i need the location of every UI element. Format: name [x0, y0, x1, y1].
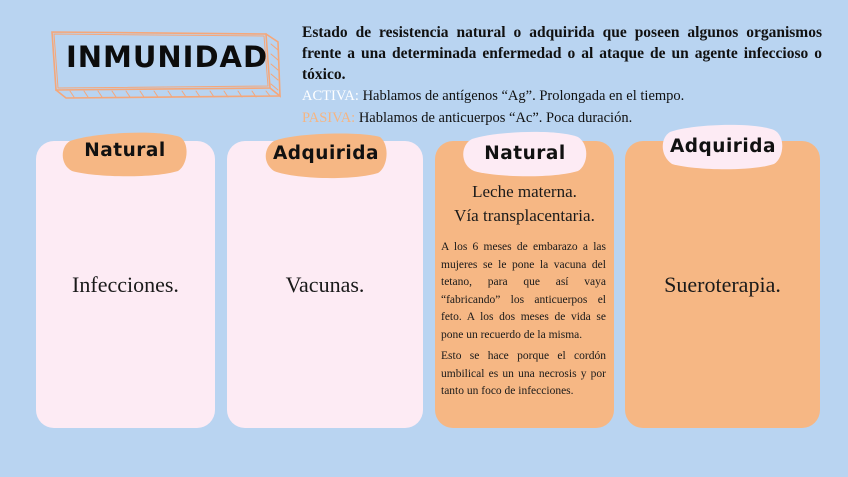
card-natural-infecciones: [36, 141, 215, 428]
intro-text: [302, 22, 822, 129]
activa-line: [302, 86, 822, 107]
card-adquirida-vacunas: [227, 141, 423, 428]
card-text: Sueroterapia.: [664, 272, 781, 297]
pasiva-text: Hablamos de anticuerpos “Ac”. Poca duración.: [358, 110, 633, 126]
activa-label: ACTIVA:: [302, 88, 359, 104]
card-adquirida-sueroterapia: [625, 141, 820, 428]
pasiva-label: PASIVA:: [302, 110, 356, 126]
card-body: [441, 239, 606, 405]
card-natural-leche: [435, 141, 614, 428]
tag-natural: Natural: [484, 143, 566, 164]
card-line-via: Vía transplacentaria.: [454, 206, 595, 225]
tag-adquirida: Adquirida: [669, 136, 776, 157]
card-paragraph: Esto se hace porque el cordón umbilical es un una necrosis y por tanto un foco de infecciones.: [441, 350, 606, 397]
card-paragraph: A los 6 meses de embarazo a las mujeres se le pone la vacuna del tetano, para que así vaya “fabricando” los anticuerpos el feto. A los dos meses de vida se pone un recuerdo de la misma.: [441, 241, 606, 341]
tag-adquirida: Adquirida: [272, 143, 379, 164]
tag-natural: Natural: [84, 140, 166, 161]
definition-text: Estado de resistencia natural o adquirida que poseen algunos organismos frente a una determinada enfermedad o al ataque de un agente infeccioso o tóxico.: [302, 24, 822, 83]
activa-text: Hablamos de antígenos “Ag”. Prolongada en el tiempo.: [362, 88, 685, 104]
card-text: Vacunas.: [285, 272, 365, 297]
card-text: Infecciones.: [72, 272, 179, 297]
card-line-leche: Leche materna.: [472, 182, 577, 201]
title-box: [50, 30, 272, 90]
page-title: INMUNIDAD: [65, 40, 269, 74]
